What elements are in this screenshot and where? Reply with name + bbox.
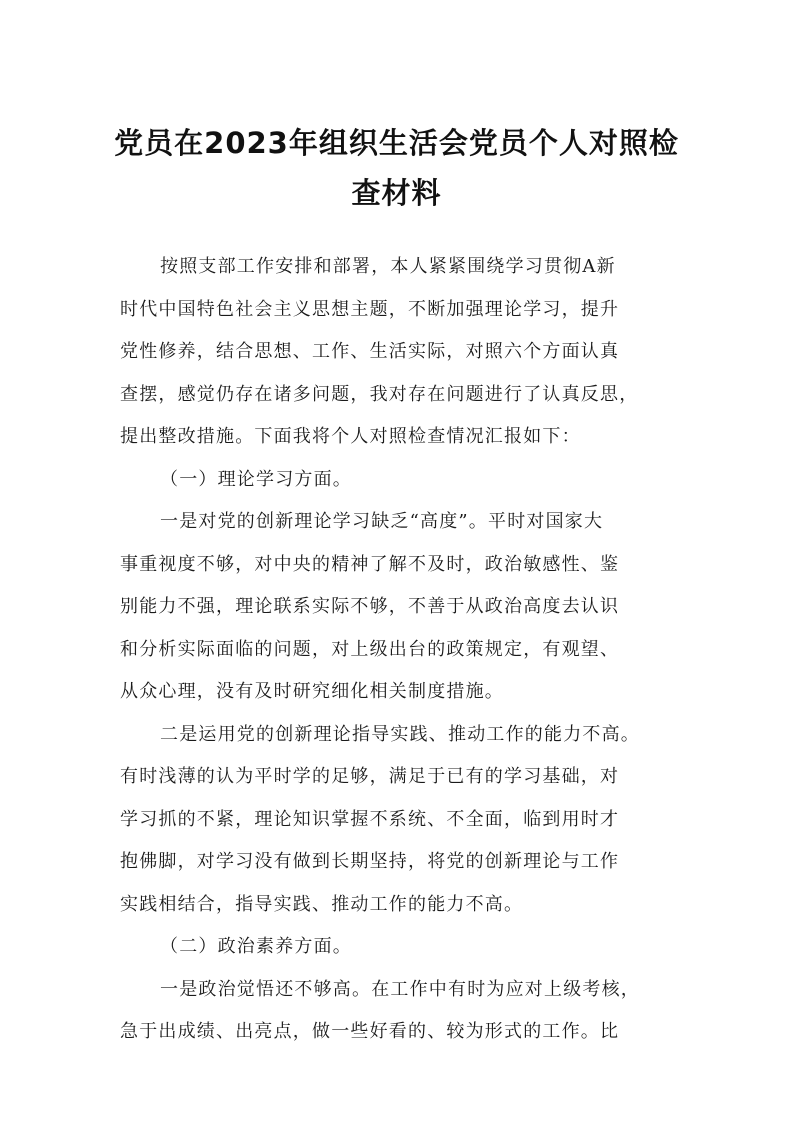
body-line: 实践相结合，指导实践、推动工作的能力不高。 bbox=[120, 893, 524, 915]
body-line: 提出整改措施。下面我将个人对照检查情况汇报如下： bbox=[120, 426, 581, 447]
body-line: 一是政治觉悟还不够高。在工作中有时为应对上级考核， bbox=[160, 978, 640, 1000]
body-line: 有时浅薄的认为平时学的足够，满足于已有的学习基础，对 bbox=[120, 766, 620, 787]
body-line: 事重视度不够，对中央的精神了解不及时，政治敏感性、鉴 bbox=[120, 553, 620, 575]
body-line: （一）理论学习方面。 bbox=[160, 468, 352, 490]
document-body bbox=[120, 246, 680, 1054]
body-line: 别能力不强，理论联系实际不够，不善于从政治高度去认识 bbox=[120, 596, 620, 617]
body-line: 急于出成绩、出亮点，做一些好看的、较为形式的工作。比 bbox=[120, 1021, 620, 1042]
title-line-1: 党员在2023年组织生活会党员个人对照检 bbox=[114, 126, 679, 160]
body-line: 抱佛脚，对学习没有做到长期坚持，将党的创新理论与工作 bbox=[120, 851, 620, 872]
body-line: 查摆，感觉仍存在诸多问题，我对存在问题进行了认真反思， bbox=[120, 383, 639, 405]
body-line: 学习抓的不紧，理论知识掌握不系统、不全面，临到用时才 bbox=[120, 808, 620, 830]
body-line: （二）政治素养方面。 bbox=[160, 936, 352, 957]
body-line: 时代中国特色社会主义思想主题，不断加强理论学习，提升 bbox=[120, 298, 620, 320]
title-line-2: 查材料 bbox=[351, 176, 442, 210]
body-line: 按照支部工作安排和部署，本人紧紧围绕学习贯彻A新 bbox=[160, 256, 616, 277]
body-line: 党性修养，结合思想、工作、生活实际，对照六个方面认真 bbox=[120, 341, 620, 362]
body-line: 二是运用党的创新理论指导实践、推动工作的能力不高。 bbox=[160, 723, 640, 745]
body-line: 一是对党的创新理论学习缺乏“高度”。平时对国家大 bbox=[160, 511, 604, 532]
body-line: 从众心理，没有及时研究细化相关制度措施。 bbox=[120, 681, 504, 702]
body-line: 和分析实际面临的问题，对上级出台的政策规定，有观望、 bbox=[120, 638, 620, 660]
document-title bbox=[60, 118, 733, 218]
